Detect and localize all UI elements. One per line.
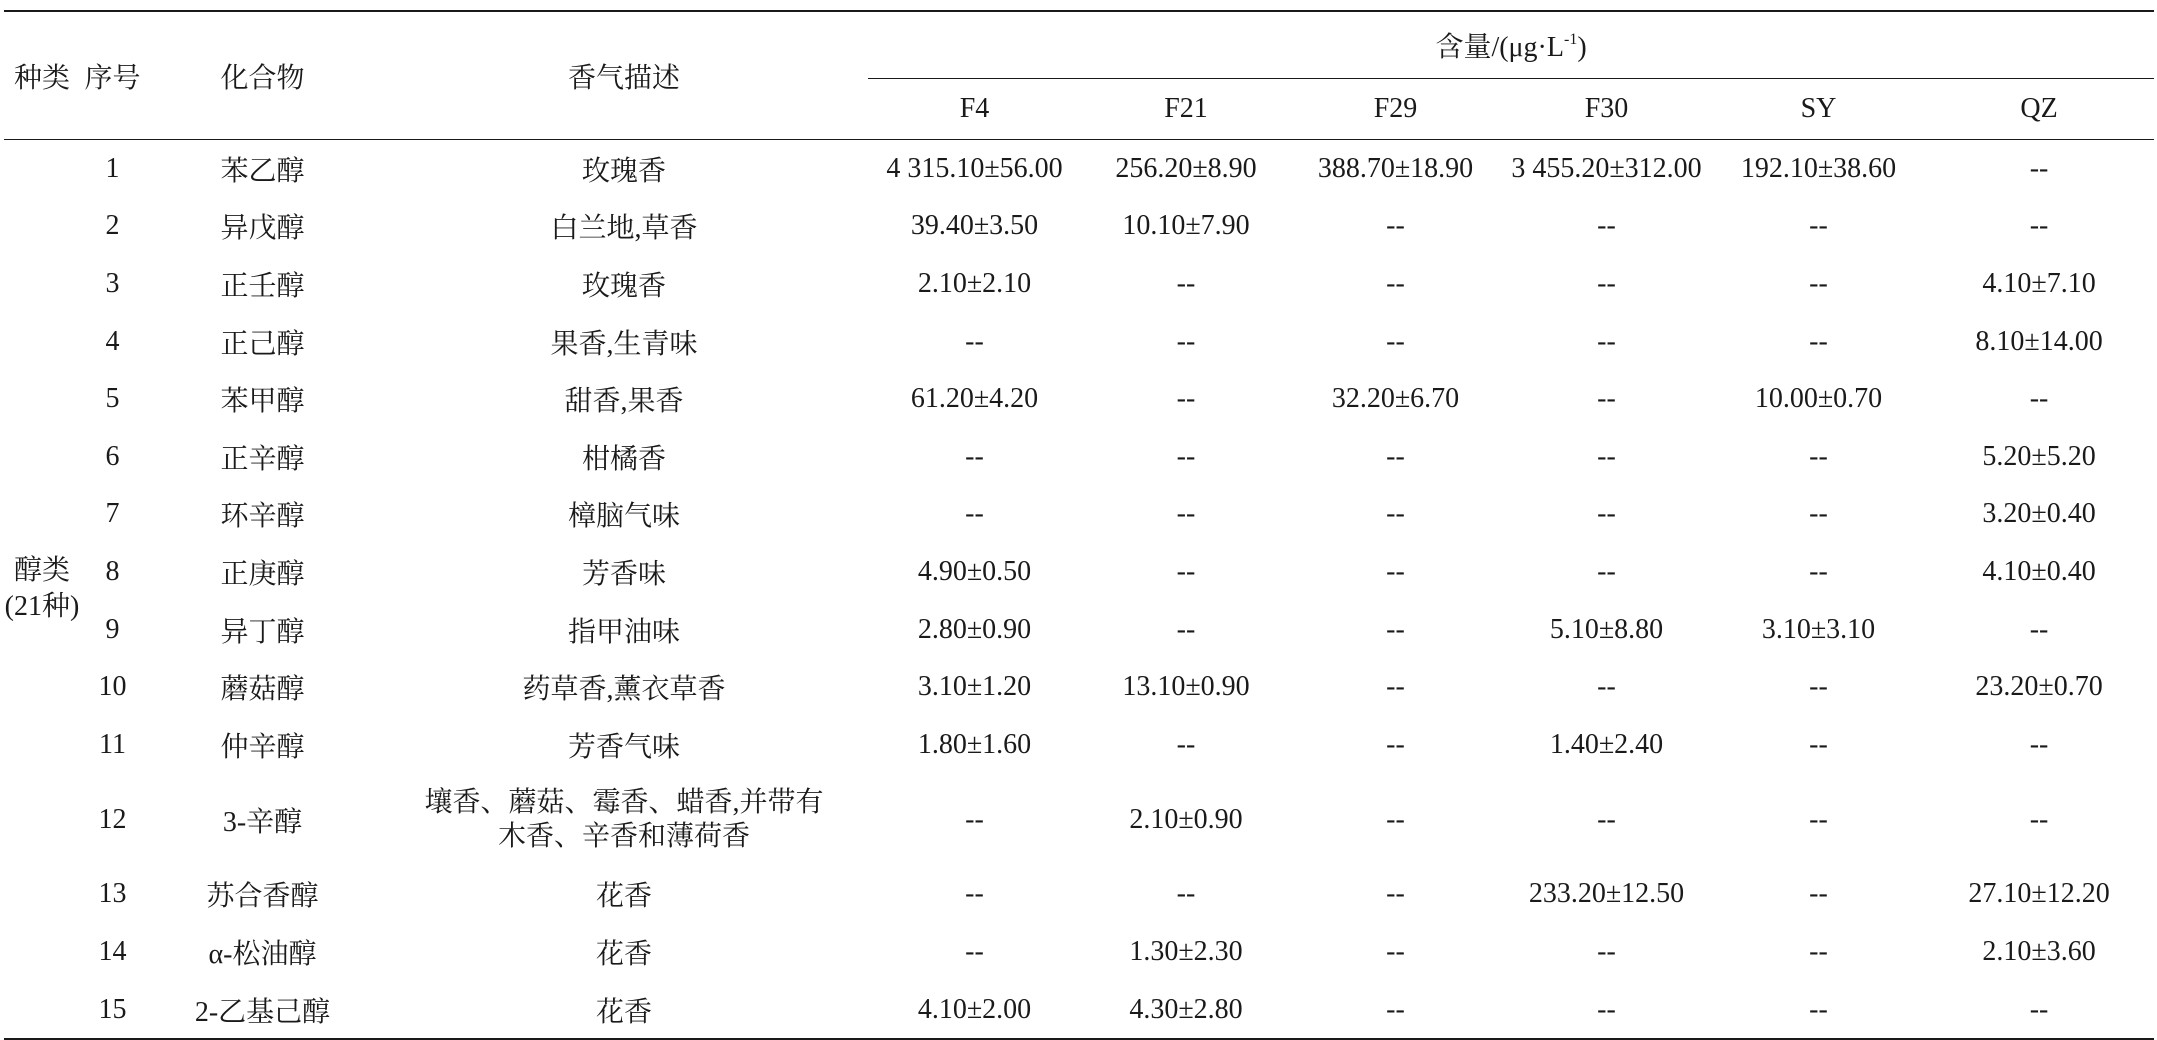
table-row xyxy=(4,981,2154,1040)
content-value: 1.30±2.30 xyxy=(1129,935,1243,967)
alcohol-content-table xyxy=(4,10,2154,1040)
content-value: -- xyxy=(1597,935,1616,967)
content-value: -- xyxy=(2029,383,2049,415)
content-value: -- xyxy=(1597,383,1616,415)
content-value: 3.10±1.20 xyxy=(917,671,1032,703)
row-index: 8 xyxy=(105,555,120,587)
content-value: -- xyxy=(1386,935,1405,967)
content-value: -- xyxy=(1386,728,1405,760)
content-value: 4 315.10±56.00 xyxy=(886,152,1063,184)
row-index: 15 xyxy=(80,981,145,1040)
table-row xyxy=(4,601,2154,659)
content-value: -- xyxy=(1500,981,1713,1040)
content-value: -- xyxy=(965,803,984,835)
content-value: -- xyxy=(1176,383,1196,415)
content-value: -- xyxy=(2029,728,2049,760)
content-value: -- xyxy=(2029,152,2049,184)
content-value: -- xyxy=(1386,613,1405,645)
content-value: -- xyxy=(1809,728,1828,760)
content-value: -- xyxy=(1809,555,1828,587)
content-value: -- xyxy=(965,878,984,910)
content-value: 39.40±3.50 xyxy=(910,210,1039,242)
header-index: 序号 xyxy=(80,11,145,140)
aroma-description: 药草香,薰衣草香 xyxy=(522,674,726,706)
table-row xyxy=(4,866,2154,924)
table-row xyxy=(4,486,2154,544)
header-sample-qz: QZ xyxy=(1924,79,2154,140)
content-value: -- xyxy=(1809,935,1828,967)
content-value: 2.10±0.90 xyxy=(1129,803,1243,835)
content-value: 3 455.20±312.00 xyxy=(1511,152,1702,184)
table-row xyxy=(4,140,2154,198)
content-value: -- xyxy=(1597,498,1616,530)
header-content-sup: -1 xyxy=(1563,31,1578,48)
row-index: 14 xyxy=(98,935,127,967)
content-value: 233.20±12.50 xyxy=(1528,878,1685,910)
compound-name: 3-辛醇 xyxy=(222,806,303,838)
compound-name: 正壬醇 xyxy=(220,270,305,302)
header-compound: 化合物 xyxy=(145,11,380,140)
row-index: 3 xyxy=(105,267,120,299)
compound-name: 2-乙基己醇 xyxy=(145,981,380,1040)
content-value: 5.10±8.80 xyxy=(1549,613,1664,645)
content-value: -- xyxy=(1386,210,1405,242)
table-row xyxy=(4,716,2154,774)
compound-name: 苯甲醇 xyxy=(220,386,305,418)
content-value: 23.20±0.70 xyxy=(1975,671,2103,703)
content-value: 2.80±0.90 xyxy=(917,613,1032,645)
content-value: -- xyxy=(1386,803,1405,835)
compound-name: 正己醇 xyxy=(220,328,305,360)
content-value: -- xyxy=(965,935,984,967)
compound-name: 正庚醇 xyxy=(220,558,305,590)
content-value: -- xyxy=(1597,267,1616,299)
content-value: -- xyxy=(1809,440,1828,472)
row-index: 10 xyxy=(98,671,127,703)
aroma-description: 花香 xyxy=(380,981,868,1040)
table-row xyxy=(4,370,2154,428)
content-value: 27.10±12.20 xyxy=(1968,878,2110,910)
content-value: -- xyxy=(2029,803,2049,835)
content-value: -- xyxy=(1809,878,1828,910)
aroma-description: 芳香气味 xyxy=(567,731,680,763)
compound-name: 苏合香醇 xyxy=(206,881,319,913)
content-value: -- xyxy=(1809,671,1828,703)
aroma-description: 芳香味 xyxy=(581,558,666,590)
aroma-description: 指甲油味 xyxy=(567,616,680,648)
content-value: 13.10±0.90 xyxy=(1122,671,1250,703)
compound-name: 异丁醇 xyxy=(220,616,305,648)
content-value: -- xyxy=(1386,671,1405,703)
content-value: -- xyxy=(1291,981,1500,1040)
compound-name: 异戊醇 xyxy=(220,213,305,245)
content-value: -- xyxy=(1809,267,1828,299)
content-value: 32.20±6.70 xyxy=(1331,383,1460,415)
row-index: 1 xyxy=(105,152,120,184)
header-row-top xyxy=(4,11,2154,79)
content-value: 10.10±7.90 xyxy=(1122,210,1250,242)
content-value: -- xyxy=(1597,325,1616,357)
aroma-description: 白兰地,草香 xyxy=(550,213,698,245)
content-value: 3.20±0.40 xyxy=(1982,498,2096,530)
header-sample-f30: F30 xyxy=(1500,79,1713,140)
content-value: -- xyxy=(1176,498,1196,530)
row-index: 12 xyxy=(98,803,127,835)
header-category: 种类 xyxy=(4,11,80,140)
compound-name: 仲辛醇 xyxy=(220,731,305,763)
content-value: 4.10±0.40 xyxy=(1982,555,2096,587)
compound-name: 正辛醇 xyxy=(220,443,305,475)
aroma-description: 柑橘香 xyxy=(581,443,666,475)
content-value: -- xyxy=(1176,878,1196,910)
table-row xyxy=(4,428,2154,486)
content-value: -- xyxy=(1386,267,1405,299)
aroma-description: 果香,生青味 xyxy=(550,328,698,360)
header-content xyxy=(868,11,2154,79)
content-value: -- xyxy=(1597,803,1616,835)
table-row xyxy=(4,543,2154,601)
content-value: -- xyxy=(1597,555,1616,587)
aroma-description: 花香 xyxy=(595,881,652,913)
table-row xyxy=(4,313,2154,371)
header-sample-f4: F4 xyxy=(868,79,1081,140)
content-value: -- xyxy=(1176,267,1196,299)
content-value: -- xyxy=(1386,555,1405,587)
row-index: 9 xyxy=(105,613,120,645)
compound-name: α-松油醇 xyxy=(208,938,317,970)
content-value: 256.20±8.90 xyxy=(1115,152,1257,184)
compound-name: 苯乙醇 xyxy=(220,155,305,187)
aroma-description: 玫瑰香 xyxy=(581,155,666,187)
content-value: 1.80±1.60 xyxy=(917,728,1032,760)
content-value: -- xyxy=(2029,210,2049,242)
table-row xyxy=(4,658,2154,716)
header-content-prefix: 含量/(μg·L xyxy=(1435,32,1564,63)
table-row xyxy=(4,255,2154,313)
aroma-description: 壤香、蘑菇、霉香、蜡香,并带有木香、辛香和薄荷香 xyxy=(424,786,824,852)
content-value: -- xyxy=(1597,210,1616,242)
table-row xyxy=(4,923,2154,981)
content-value: -- xyxy=(1386,325,1405,357)
content-value: 192.10±38.60 xyxy=(1740,152,1897,184)
content-value: 4.10±2.00 xyxy=(868,981,1081,1040)
content-value: -- xyxy=(1597,671,1616,703)
content-value: 8.10±14.00 xyxy=(1975,325,2103,357)
row-index: 4 xyxy=(105,325,120,357)
content-value: 2.10±3.60 xyxy=(1982,935,2096,967)
content-value: -- xyxy=(1809,803,1828,835)
aroma-description: 甜香,果香 xyxy=(564,386,684,418)
content-value: -- xyxy=(965,325,984,357)
content-value: 1.40±2.40 xyxy=(1549,728,1664,760)
row-index: 7 xyxy=(105,498,120,530)
row-index: 11 xyxy=(99,728,126,760)
content-value: -- xyxy=(2029,613,2049,645)
category-label: 醇类 xyxy=(13,555,70,587)
compound-name: 蘑菇醇 xyxy=(220,674,305,706)
content-value: -- xyxy=(1176,613,1196,645)
content-value: -- xyxy=(1386,878,1405,910)
content-value: 61.20±4.20 xyxy=(910,383,1039,415)
category-cell xyxy=(4,140,80,1040)
content-value: -- xyxy=(1176,440,1196,472)
aroma-description: 樟脑气味 xyxy=(567,501,680,533)
content-value: 4.30±2.80 xyxy=(1081,981,1291,1040)
row-index: 6 xyxy=(105,440,120,472)
table-row xyxy=(4,774,2154,866)
row-index: 2 xyxy=(105,210,120,242)
content-value: -- xyxy=(965,440,984,472)
content-value: -- xyxy=(1597,440,1616,472)
content-value: 4.10±7.10 xyxy=(1982,267,2096,299)
content-value: 5.20±5.20 xyxy=(1982,440,2096,472)
header-sample-sy: SY xyxy=(1713,79,1924,140)
header-sample-f21: F21 xyxy=(1081,79,1291,140)
header-sample-f29: F29 xyxy=(1291,79,1500,140)
content-value: 3.10±3.10 xyxy=(1761,613,1876,645)
content-value: 388.70±18.90 xyxy=(1317,152,1474,184)
content-value: -- xyxy=(1809,498,1828,530)
content-value: -- xyxy=(1809,325,1828,357)
content-value: -- xyxy=(1386,498,1405,530)
table-row xyxy=(4,198,2154,256)
content-value: 2.10±2.10 xyxy=(917,267,1032,299)
content-value: -- xyxy=(1176,555,1196,587)
content-value: 4.90±0.50 xyxy=(917,555,1032,587)
content-value: -- xyxy=(1924,981,2154,1040)
row-index: 5 xyxy=(105,383,120,415)
content-value: 10.00±0.70 xyxy=(1754,383,1883,415)
aroma-description: 玫瑰香 xyxy=(581,270,666,302)
header-content-suffix: ) xyxy=(1577,32,1587,63)
header-aroma: 香气描述 xyxy=(380,11,868,140)
content-value: -- xyxy=(1176,325,1196,357)
content-value: -- xyxy=(1386,440,1405,472)
content-value: -- xyxy=(965,498,984,530)
content-value: -- xyxy=(1713,981,1924,1040)
row-index: 13 xyxy=(98,878,127,910)
content-value: -- xyxy=(1809,210,1828,242)
compound-name: 环辛醇 xyxy=(220,501,305,533)
content-value: -- xyxy=(1176,728,1196,760)
category-count: (21种) xyxy=(4,591,80,623)
aroma-description: 花香 xyxy=(595,938,652,970)
